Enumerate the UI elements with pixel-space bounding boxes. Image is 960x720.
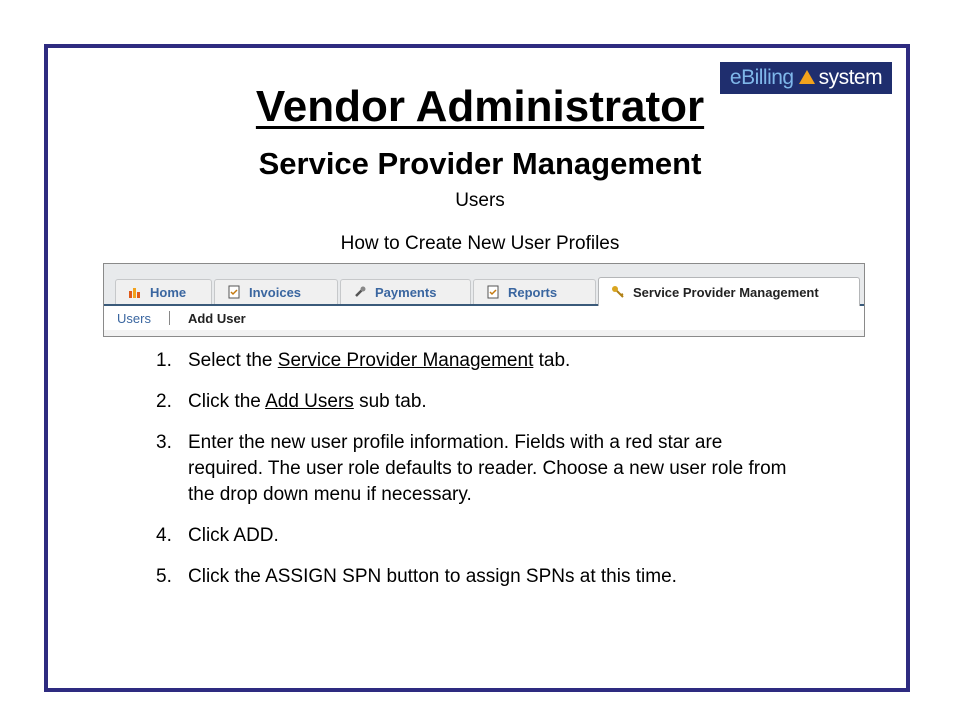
step-link: Add Users xyxy=(265,391,354,412)
home-icon xyxy=(128,285,142,299)
step-5: 5. Click the ASSIGN SPN button to assign SPNs at this time. xyxy=(156,566,677,587)
tab-invoices[interactable]: Invoices xyxy=(214,279,338,304)
caption: How to Create New User Profiles xyxy=(340,233,620,254)
tab-reports[interactable]: Reports xyxy=(473,279,596,304)
step-link: Service Provider Management xyxy=(277,350,534,371)
subtab-users[interactable]: Users xyxy=(117,310,151,326)
wrench-icon xyxy=(353,285,367,299)
invoice-icon xyxy=(227,285,241,299)
tab-payments[interactable]: Payments xyxy=(340,279,471,304)
step-1: 1. Select the Service Provider Management tab. xyxy=(156,350,571,371)
report-icon xyxy=(486,285,500,299)
page-title: Vendor Administrator xyxy=(255,82,705,131)
page-subtitle: Service Provider Management xyxy=(258,146,702,181)
instruction-steps xyxy=(148,348,788,605)
section-label: Users xyxy=(455,190,505,211)
tab-service-provider-management[interactable]: Service Provider Management xyxy=(598,277,860,306)
sub-tab-bar xyxy=(104,306,864,330)
key-icon xyxy=(611,285,625,299)
step-4: 4. Click ADD. xyxy=(156,525,279,546)
step-2: 2. Click the Add Users sub tab. xyxy=(156,391,427,412)
subtab-add-user[interactable]: Add User xyxy=(187,310,246,326)
ebilling-logo: e Billing system xyxy=(720,62,892,94)
app-screenshot xyxy=(103,263,865,337)
divider xyxy=(169,311,170,325)
tab-home[interactable]: Home xyxy=(115,279,212,304)
step-3: 3. Enter the new user profile information. Fields with a red star are required. The user role defaults to reader. Choose a new user role from the drop down menu if necessary. xyxy=(156,432,787,505)
main-tab-bar xyxy=(104,264,864,306)
